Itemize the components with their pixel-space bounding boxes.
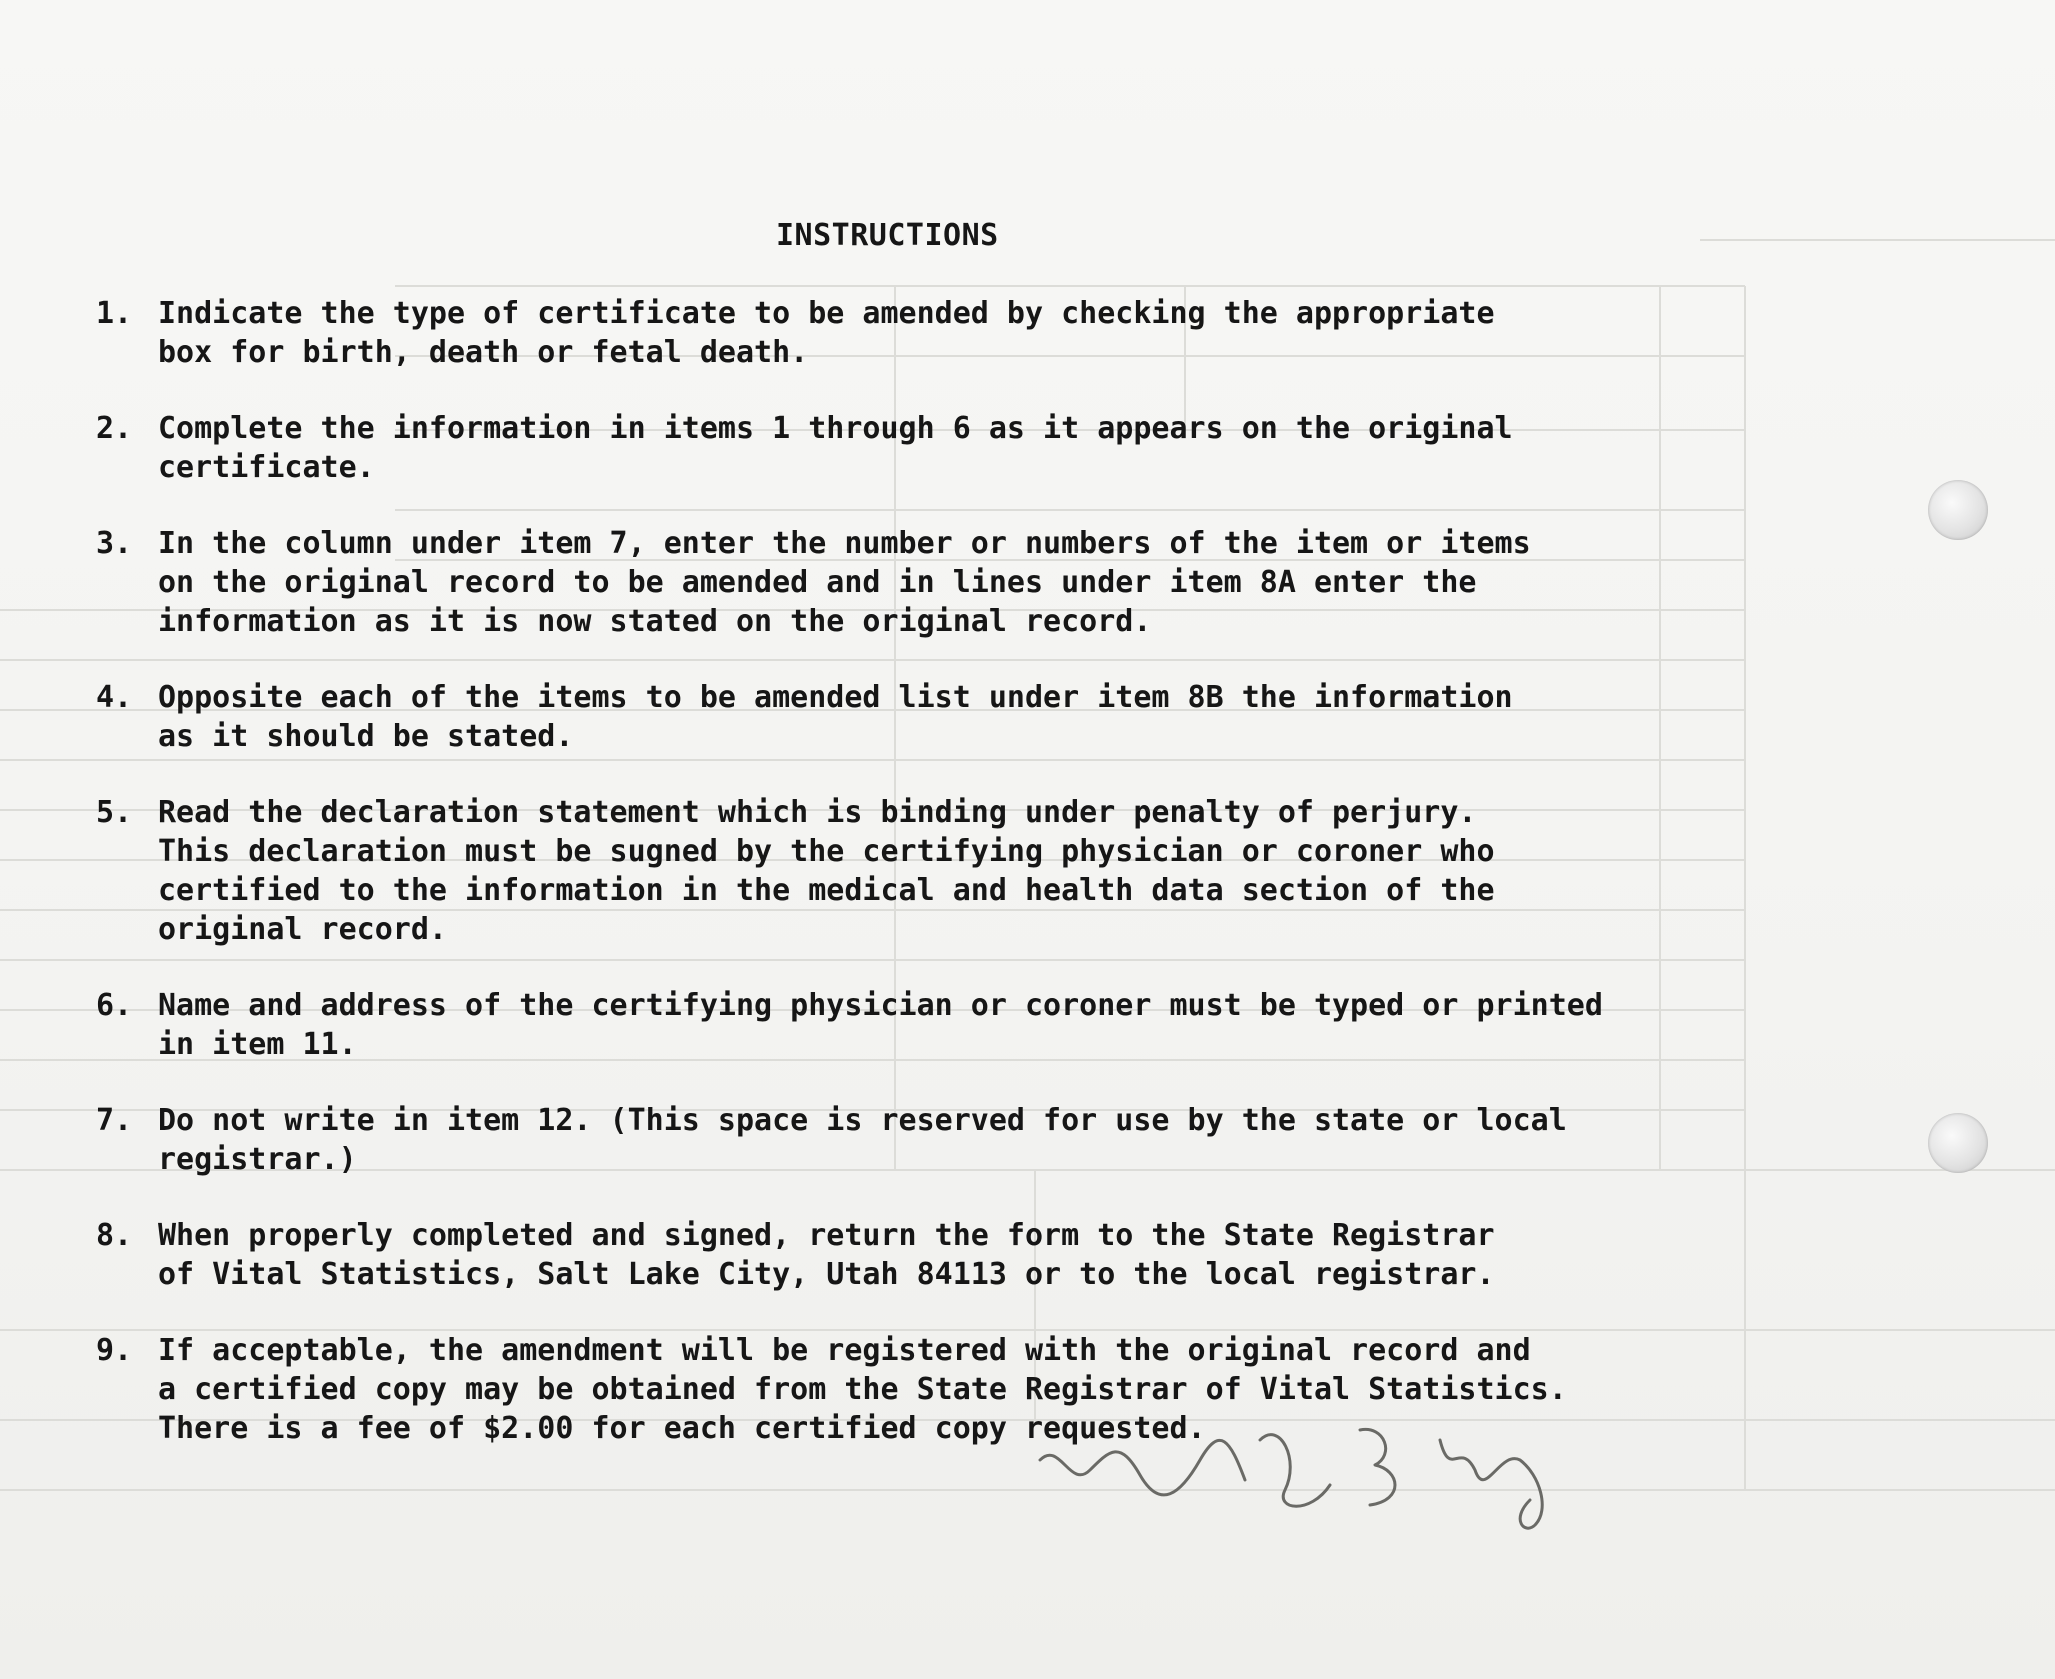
- instruction-step: [96, 1101, 1736, 1179]
- step-text: Do not write in item 12. (This space is reserved for use by the state or local registrar.): [158, 1103, 1567, 1177]
- step-number: 3.: [96, 526, 133, 561]
- instruction-list: [96, 294, 1736, 1485]
- instruction-step: [96, 1216, 1736, 1294]
- instruction-step: [96, 409, 1736, 487]
- step-text: If acceptable, the amendment will be registered with the original record and a certified copy may be obtained from the State Registrar of Vital Statistics. There is a fee of $2.00 for each certified copy requested.: [158, 1333, 1567, 1446]
- instruction-step: [96, 294, 1736, 372]
- instruction-step: [96, 524, 1736, 641]
- step-number: 7.: [96, 1103, 133, 1138]
- signature-scribble: [1030, 1400, 1590, 1540]
- step-number: 6.: [96, 988, 133, 1023]
- instruction-step: [96, 793, 1736, 949]
- step-text: Opposite each of the items to be amended list under item 8B the information as it should be stated.: [158, 680, 1513, 754]
- step-text: Read the declaration statement which is binding under penalty of perjury. This declaration must be sugned by the certifying physician or coroner who certified to the information in the medical and health data section of the original record.: [158, 795, 1495, 947]
- step-text: Complete the information in items 1 through 6 as it appears on the original certificate.: [158, 411, 1513, 485]
- step-number: 2.: [96, 411, 133, 446]
- step-number: 4.: [96, 680, 133, 715]
- step-text: In the column under item 7, enter the number or numbers of the item or items on the original record to be amended and in lines under item 8A enter the information as it is now stated on the original record.: [158, 526, 1531, 639]
- punch-hole: [1928, 1113, 1988, 1173]
- punch-hole: [1928, 480, 1988, 540]
- instruction-step: [96, 678, 1736, 756]
- instruction-step: [96, 986, 1736, 1064]
- step-number: 5.: [96, 795, 133, 830]
- step-number: 1.: [96, 296, 133, 331]
- step-number: 9.: [96, 1333, 133, 1368]
- step-text: Name and address of the certifying physician or coroner must be typed or printed in item 11.: [158, 988, 1603, 1062]
- step-number: 8.: [96, 1218, 133, 1253]
- step-text: When properly completed and signed, return the form to the State Registrar of Vital Statistics, Salt Lake City, Utah 84113 or to the local registrar.: [158, 1218, 1495, 1292]
- step-text: Indicate the type of certificate to be amended by checking the appropriate box for birth, death or fetal death.: [158, 296, 1495, 370]
- page-title: INSTRUCTIONS: [776, 218, 999, 253]
